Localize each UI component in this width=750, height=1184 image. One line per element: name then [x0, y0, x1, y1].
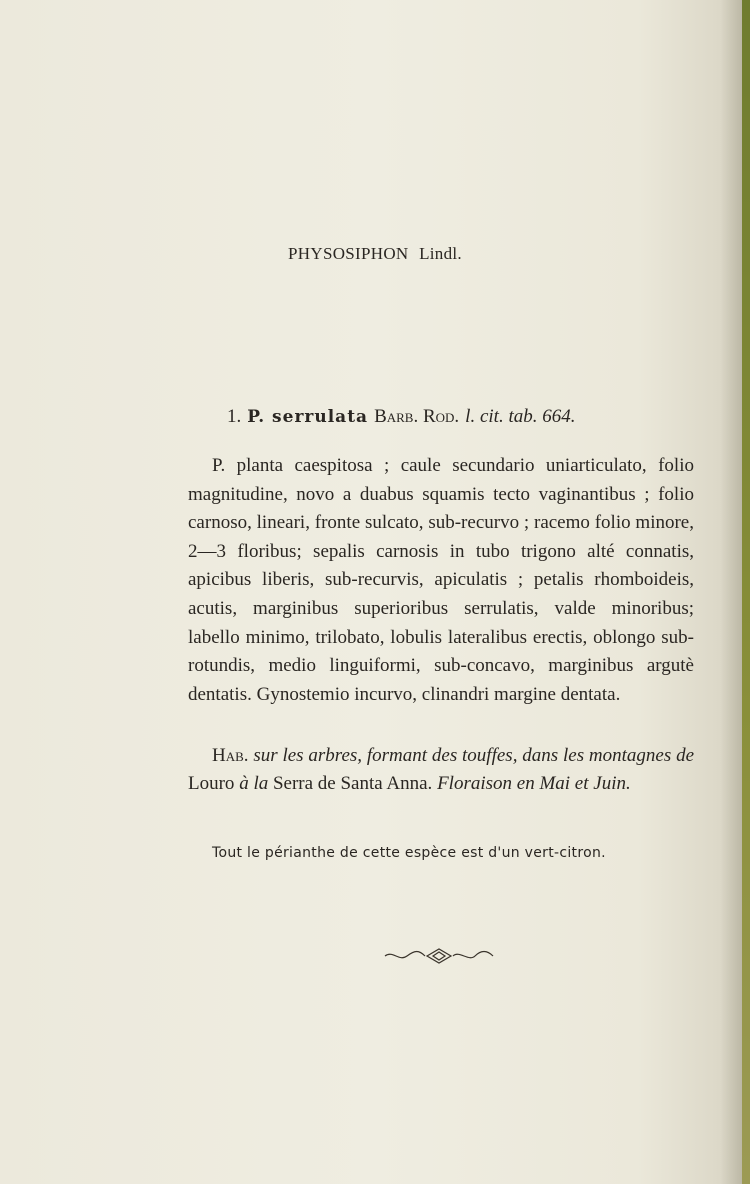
genus-author: Lindl.: [419, 244, 462, 263]
habitat-flowering: Floraison en Mai et Juin.: [437, 773, 631, 794]
habitat-place-1: Louro: [188, 773, 235, 794]
species-reference: l. cit. tab. 664.: [465, 406, 576, 427]
page-edge-shadow: [720, 0, 742, 1184]
species-description: [188, 452, 694, 709]
colour-note: Tout le périanthe de cette espèce est d'un vert-citron.: [212, 845, 606, 861]
species-name: P. serrulata: [247, 407, 369, 427]
genus-heading: [0, 244, 750, 264]
page-edge: [742, 0, 750, 1184]
habitat-text-1: sur les arbres, formant des touffes, dans les montagnes de: [253, 745, 694, 766]
species-number: 1.: [227, 406, 242, 427]
species-line: [227, 406, 575, 428]
habitat-label: Hab.: [212, 745, 249, 766]
habitat-text-2: à la: [239, 773, 269, 794]
habitat-paragraph: [188, 742, 694, 798]
species-author: Barb. Rod.: [374, 406, 460, 427]
description-text: P. planta caespitosa ; caule secundario uniarticulato, folio magnitudine, novo a duabus squamis tecto vaginantibus ; folio carnoso, lineari, fronte sulcato, sub-recurvo ; racemo folio minore, 2—3 floribus; sepalis carnosis in tubo trigono alté connatis, apicibus liberis, sub-recurvis, apiculatis ; petalis rhomboideis, acutis, marginibus superioribus serrulatis, valde minoribus; labello minimo, trilobato, lobulis lateralibus erectis, oblongo sub-rotundis, medio linguiformi, sub-concavo, marginibus argutè dentatis. Gynostemio incurvo, clinandri margine dentata.: [188, 455, 694, 705]
genus-name: PHYSOSIPHON: [288, 244, 409, 263]
ornament-divider: [383, 946, 495, 966]
habitat-place-2: Serra de Santa Anna.: [272, 773, 433, 794]
